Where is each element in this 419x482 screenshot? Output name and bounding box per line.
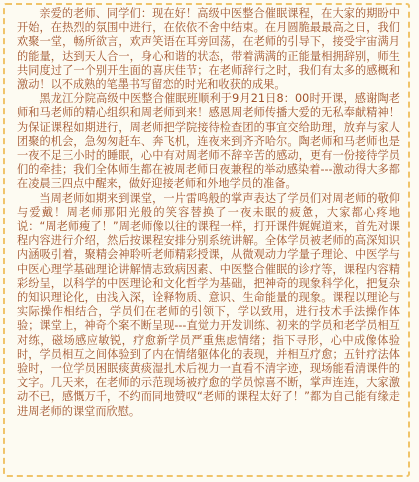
paragraph-course-opening: 黑龙江分院高级中医整合催眠班顺利于9月21日8：00时开课，感谢陶老师和马老师的精心组织和周老师到来！感恩周老师传播大爱的无私奉献精神！为保证课程如期进行，周老师把学院接待检查团的事宜交给助理，放弃与家人团聚的机会，急匆匆赶车、奔飞机，连夜来到齐齐哈尔。陶老师和马老师也是一夜不足三小时的睡眠，心中有对周老师不辞辛苦的感动，更有一份接待学员们的牵挂；我们全体师生都在被周老师日夜兼程的举动感染着---激动得大多都在凌晨三四点中醒来，做好迎接老师和外地学员的准备。: [17, 92, 400, 191]
article-frame: [3, 3, 410, 477]
paragraph-greeting: 亲爱的老师、同学们：现在好！高级中医整合催眠课程，在大家的期盼中开始，在热烈的氛围中进行，在依依不舍中结束。在月圆脆最最高之日，我们欢聚一堂，畅所欲言，欢声笑语在耳旁回荡，在老师的引导下，接受宇宙满月的能量，达到天人合一，身心和谐的状态，带着满满的正能量相拥辞别，师生共同度过了一个别开生面的喜庆佳节；在老师辞行之时，我们有太多的感概和激动！以不成熟的笔墨书写留恋的时光和收获的成果。: [17, 7, 400, 92]
paragraph-class-content: 当周老师如期来到课堂，一片雷鸣般的掌声表达了学员们对周老师的敬仰与爱戴！周老师那阳光般的笑容替换了一夜未眠的疲惫，大家都心疼地说：“周老师瘦了！”周老师像以往的课程一样，打开课件娓娓道来，首先对课程内容进行介绍，然后按课程安排分别系统讲解。全体学员被老师的高深知识内涵吸引着，聚精会神聆听老师精彩授课，从微观动力学量子理论、中医学与中医心理学基础理论讲解情志致病因素、中医整合催眠的诊疗等，课程内容精彩纷呈，以科学的中医理论和文化哲学为基础，把神奇的现象科学化，把复杂的知识理论化，由浅入深，诠释物质、意识、生命能量的现象。课程以理论与实际操作相结合，学员们在老师的引领下，学以致用，进行技术手法操作体验；课堂上，神奇个案不断呈现---直觉力开发训练、初来的学员和老学员相互对练，磁场感应敏锐，疗愈新学员严重焦虑情绪；指下寻形，心中成像体验时，学员相互之间体验到了内在情绪躯体化的表现，并相互疗愈；五针疗法体验时，一位学员困眠痰黄痰湿扎术后视力一直看不清字迹，现场能看清课件的文字。几天来，在老师的示范现场被疗愈的学员惊喜不断，掌声连连，大家激动不已，感慨万千，不约而同地赞叹“老师的课程太好了！”都为自己能有缘走进周老师的课堂而欣慰。: [17, 191, 400, 418]
article-body: [5, 5, 408, 475]
